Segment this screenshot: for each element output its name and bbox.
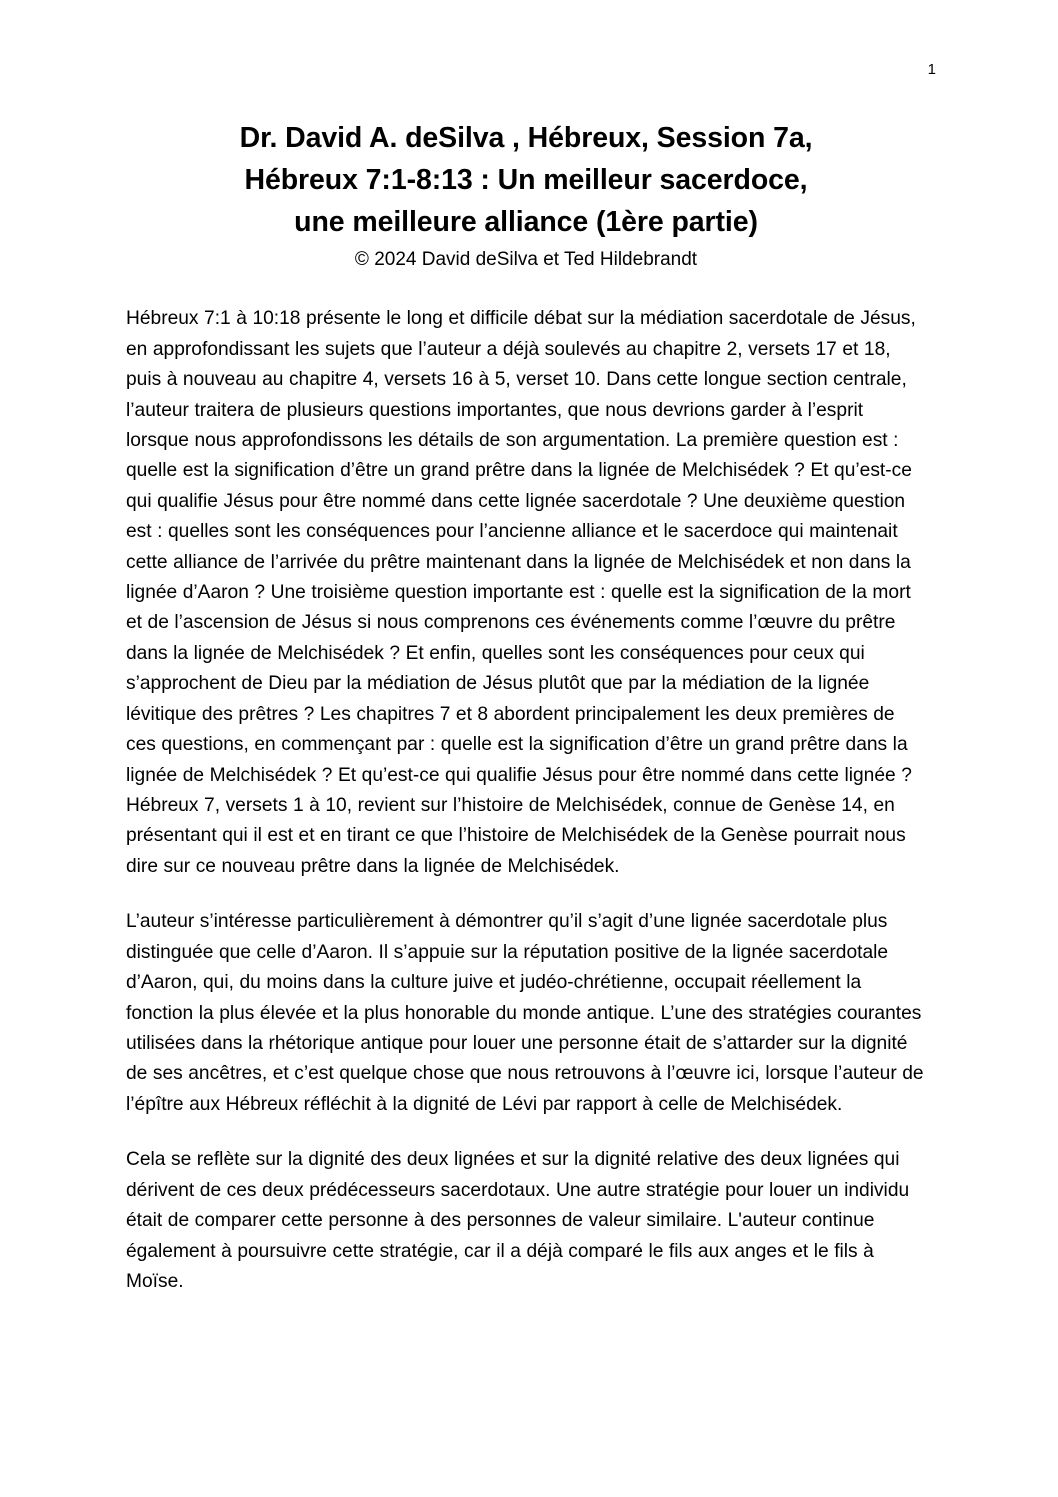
- paragraph-spacer: [126, 882, 926, 907]
- title-line-2: Hébreux 7:1-8:13 : Un meilleur sacerdoce,: [244, 163, 808, 196]
- document-content: [126, 118, 926, 1297]
- copyright-line: © 2024 David deSilva et Ted Hildebrandt: [354, 248, 698, 270]
- title-line-3: une meilleure alliance (1ère partie): [294, 205, 758, 238]
- body-paragraph-3: Cela se reflète sur la dignité des deux lignées et sur la dignité relative des deux lignées qui dérivent de ces deux prédécesseurs sacerdotaux. Une autre stratégie pour louer un individu était de comparer cette personne à des personnes de valeur similaire. L'auteur continue également à poursuivre cette stratégie, car il a déjà comparé le fils aux anges et le fils à Moïse.: [126, 1149, 910, 1292]
- page-number: 1: [927, 61, 936, 78]
- title-line-1: Dr. David A. deSilva , Hébreux, Session 7a,: [239, 122, 813, 154]
- body-paragraph-2: L’auteur s’intéresse particulièrement à démontrer qu’il s’agit d’une lignée sacerdotale plus distinguée que celle d’Aaron. Il s’appuie sur la réputation positive de la lignée sacerdotale d’Aaron, qui, du moins dans la culture juive et judéo-chrétienne, occupait réellement la fonction la plus élevée et la plus honorable du monde antique. L’une des stratégies courantes utilisées dans la rhétorique antique pour louer une personne était de s’attarder sur la dignité de ses ancêtres, et c’est quelque chose que nous retrouvons à l’œuvre ici, lorsque l’auteur de l’épître aux Hébreux réfléchit à la dignité de Lévi par rapport à celle de Melchisédek.: [126, 911, 924, 1115]
- body-paragraph-1: Hébreux 7:1 à 10:18 présente le long et difficile débat sur la médiation sacerdotale de Jésus, en approfondissant les sujets que l’auteur a déjà soulevés au chapitre 2, versets 17 et 18, puis à nouveau au chapitre 4, versets 16 à 5, verset 10. Dans cette longue section centrale, l’auteur traitera de plusieurs questions importantes, que nous devrions garder à l’esprit lorsque nous approfondissons les détails de son argumentation. La première question est : quelle est la signification d’être un grand prêtre dans la lignée de Melchisédek ? Et qu’est-ce qui qualifie Jésus pour être nommé dans cette lignée sacerdotale ? Une deuxième question est : quelles sont les conséquences pour l’ancienne alliance et le sacerdoce qui maintenait cette alliance de l’arrivée du prêtre maintenant dans la lignée de Melchisédek et non dans la lignée d’Aaron ? Une troisième question importante est : quelle est la signification de la mort et de l’ascension de Jésus si nous comprenons ces événements comme l’œuvre du prêtre dans la lignée de Melchisédek ? Et enfin, quelles sont les conséquences pour ceux qui s’approchent de Dieu par la médiation de Jésus plutôt que par la médiation de la lignée lévitique des prêtres ? Les chapitres 7 et 8 abordent principalement les deux premières de ces questions, en commençant par : quelle est la signification d’être un grand prêtre dans la lignée de Melchisédek ? Et qu’est-ce qui qualifie Jésus pour être nommé dans cette lignée ? Hébreux 7, versets 1 à 10, revient sur l’histoire de Melchisédek, connue de Genèse 14, en présentant qui il est et en tirant ce que l’histoire de Melchisédek de la Genèse pourrait nous dire sur ce nouveau prêtre dans la lignée de Melchisédek.: [126, 308, 916, 877]
- page-title: [126, 118, 926, 244]
- paragraph-spacer: [126, 1120, 926, 1145]
